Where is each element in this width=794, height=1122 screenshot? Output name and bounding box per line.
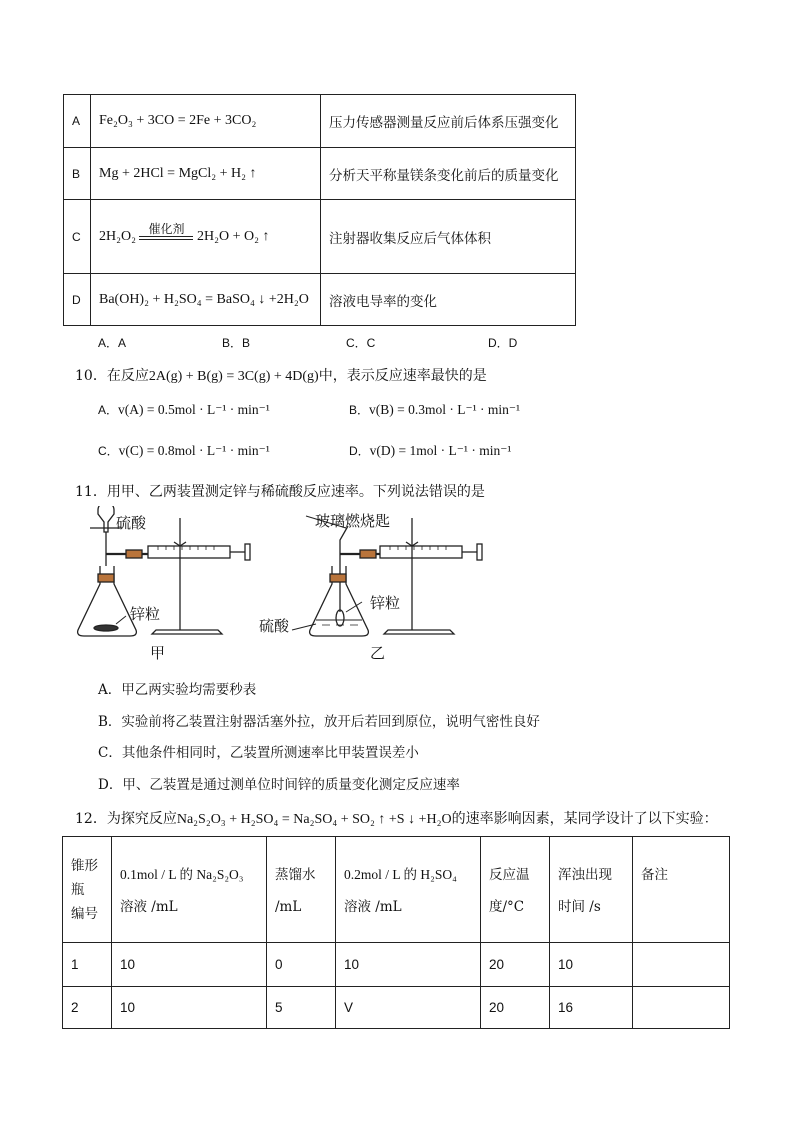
stand-base	[152, 630, 222, 634]
equation-right: 2H₂O + O₂ ↑	[196, 228, 270, 244]
q11-option-b: B．实验前将乙装置注射器活塞外拉，放开后若回到原位，说明气密性良好	[98, 714, 540, 730]
method-cell: 压力传感器测量反应前后体系压强变化	[321, 95, 576, 148]
yi-name-label: 乙	[370, 644, 386, 662]
rate-expr: v(B) = 0.3mol · L⁻¹ · min⁻¹	[369, 402, 521, 417]
q10-option-b: B．v(B) = 0.3mol · L⁻¹ · min⁻¹	[349, 402, 521, 417]
table-cell: 10	[112, 943, 267, 987]
row-label: D	[64, 274, 91, 326]
header-cell: 蒸馏水 /mL	[267, 837, 336, 943]
q9-table	[63, 94, 576, 326]
yi-spoon-label: 玻璃燃烧匙	[315, 512, 391, 530]
header-cell: 备注	[633, 837, 730, 943]
table-cell	[633, 943, 730, 987]
row-label: C	[64, 200, 91, 274]
table-cell: 10	[336, 943, 481, 987]
q10-option-d: D．v(D) = 1mol · L⁻¹ · min⁻¹	[349, 443, 512, 458]
equation-cell: Mg + 2HCl = MgCl₂ + H₂ ↑	[91, 148, 321, 200]
equation-cell: Ba(OH)₂ + H₂SO₄ = BaSO₄ ↓ +2H₂O	[91, 274, 321, 326]
table-row	[63, 943, 730, 987]
table-row	[64, 148, 576, 200]
table-row	[63, 987, 730, 1029]
yi-acid-label: 硫酸	[259, 617, 290, 635]
q11-option-a: A．甲乙两实验均需要秒表	[98, 682, 257, 698]
jia-name-label: 甲	[150, 644, 166, 662]
zinc-granules	[94, 625, 118, 631]
rate-expr: v(A) = 0.5mol · L⁻¹ · min⁻¹	[118, 402, 270, 417]
q11-option-c: C．其他条件相同时，乙装置所测速率比甲装置误差小	[98, 745, 419, 761]
equation-cell: Fe₂O₃ + 3CO = 2Fe + 3CO₂	[91, 95, 321, 148]
table-cell: 2	[63, 987, 112, 1029]
q10-option-a: A．v(A) = 0.5mol · L⁻¹ · min⁻¹	[98, 402, 270, 417]
table-cell: 20	[481, 943, 550, 987]
table-cell: 5	[267, 987, 336, 1029]
syringe-barrel	[148, 546, 230, 558]
q10-stem	[75, 365, 487, 385]
q9-option-a: A．A	[98, 336, 127, 350]
q12-reaction: Na₂S₂O₃ + H₂SO₄ = Na₂SO₄ + SO₂ ↑ +S ↓ +H₂O	[176, 812, 452, 827]
q9-option-b: B．B	[222, 336, 251, 350]
header-cell: 0.1mol / L 的 Na₂S₂O₃ 溶液 /mL	[112, 837, 267, 943]
yi-zinc-label: 锌粒	[370, 594, 401, 612]
equation-left: 2H₂O₂	[99, 228, 136, 244]
table-row	[64, 200, 576, 274]
catalyst-arrow	[139, 222, 193, 252]
header-cell: 0.2mol / L 的 H₂SO₄ 溶液 /mL	[336, 837, 481, 943]
header-cell: 反应温 度/°C	[481, 837, 550, 943]
rate-expr: v(C) = 0.8mol · L⁻¹ · min⁻¹	[118, 443, 270, 458]
equation-cell	[91, 200, 321, 274]
q10-reaction: 2A(g) + B(g) = 3C(g) + 4D(g)	[148, 369, 319, 384]
row-label: A	[64, 95, 91, 148]
table-cell: 16	[550, 987, 633, 1029]
q9-option-c: C．C	[346, 336, 376, 350]
q10-prefix: 10．在反应	[75, 368, 149, 384]
table-cell	[633, 987, 730, 1029]
jia-zinc-label: 锌粒	[130, 605, 161, 623]
row-label: B	[64, 148, 91, 200]
q11-option-d: D．甲、乙装置是通过测单位时间锌的质量变化测定反应速率	[98, 777, 460, 793]
method-cell: 溶液电导率的变化	[321, 274, 576, 326]
table-cell: 10	[112, 987, 267, 1029]
method-cell: 分析天平称量镁条变化前后的质量变化	[321, 148, 576, 200]
header-cell: 锥形 瓶 编号	[63, 837, 112, 943]
q12-prefix: 12．为探究反应	[75, 811, 177, 827]
q12-stem	[75, 808, 718, 828]
table-cell: V	[336, 987, 481, 1029]
table-cell: 20	[481, 987, 550, 1029]
table-row	[64, 274, 576, 326]
q9-option-d: D．D	[488, 336, 518, 350]
method-cell: 注射器收集反应后气体体积	[321, 200, 576, 274]
q11-stem: 11．用甲、乙两装置测定锌与稀硫酸反应速率。下列说法错误的是	[75, 484, 485, 500]
table-header-row	[63, 837, 730, 943]
q12-suffix: 的速率影响因素，某同学设计了以下实验：	[451, 811, 718, 827]
table-row	[64, 95, 576, 148]
table-cell: 1	[63, 943, 112, 987]
catalyst-label: 催化剂	[148, 221, 185, 236]
table-cell: 0	[267, 943, 336, 987]
header-cell: 浑浊出现 时间 /s	[550, 837, 633, 943]
jia-acid-label: 硫酸	[116, 514, 147, 532]
rate-expr: v(D) = 1mol · L⁻¹ · min⁻¹	[369, 443, 512, 458]
q12-table	[62, 836, 730, 1029]
table-cell: 10	[550, 943, 633, 987]
q10-suffix: 中，表示反应速率最快的是	[318, 368, 487, 384]
q10-option-c: C．v(C) = 0.8mol · L⁻¹ · min⁻¹	[98, 443, 270, 458]
